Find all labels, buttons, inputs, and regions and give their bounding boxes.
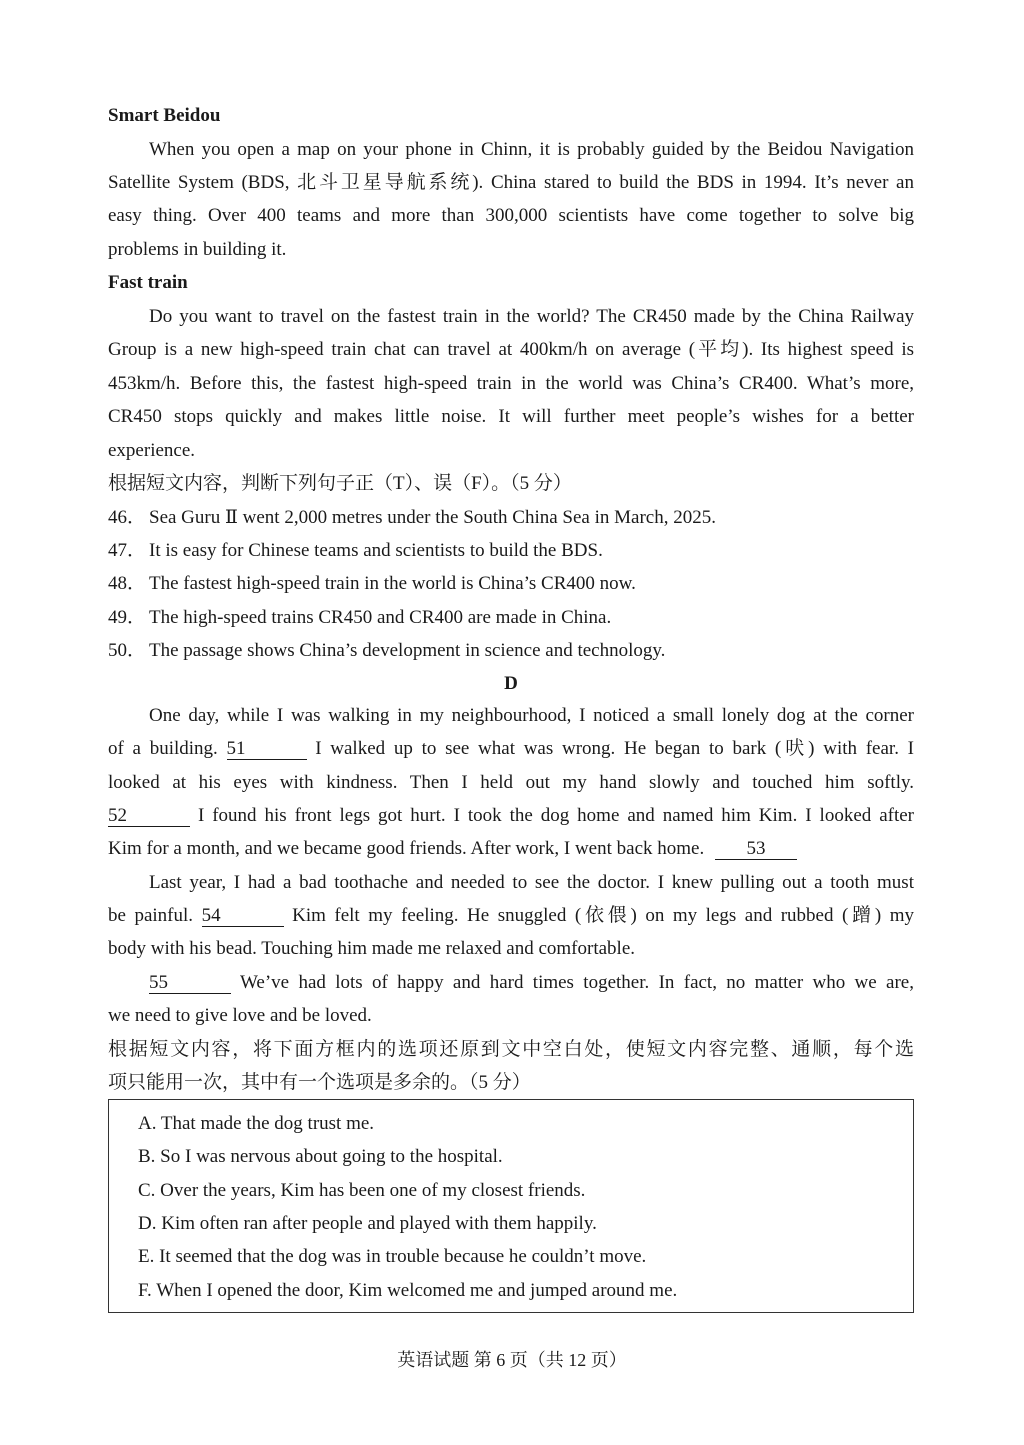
paragraph-line: 453km/h. Before this, the fastest high-speed train in the world was China’s CR400. What’s more, bbox=[108, 373, 914, 394]
paragraph-line bbox=[108, 904, 914, 928]
text-run: Kim felt my feeling. He snuggled (依偎) on my legs and rubbed (蹭) my bbox=[292, 905, 915, 926]
paragraph-line: we need to give love and be loved. bbox=[108, 1005, 372, 1026]
question-item bbox=[108, 606, 914, 630]
option-d: D. Kim often ran after people and played with them happily. bbox=[138, 1213, 597, 1234]
text-run: We’ve had lots of happy and hard times together. In fact, no matter who we are, bbox=[240, 972, 914, 993]
question-number: 47． bbox=[108, 540, 147, 561]
section-heading-d: D bbox=[504, 673, 518, 694]
question-text: The passage shows China’s development in science and technology. bbox=[149, 640, 666, 661]
blank-53[interactable]: 53 bbox=[715, 839, 797, 860]
text-run: of a building. bbox=[108, 738, 218, 759]
paragraph-line bbox=[108, 837, 914, 861]
question-number: 48． bbox=[108, 573, 147, 594]
paragraph-line: body with his bead. Touching him made me relaxed and comfortable. bbox=[108, 938, 636, 959]
blank-54[interactable]: 54 bbox=[202, 906, 284, 927]
paragraph-line: Satellite System (BDS, 北斗卫星导航系统). China stared to build the BDS in 1994. It’s never an bbox=[108, 172, 914, 193]
option-c: C. Over the years, Kim has been one of my closest friends. bbox=[138, 1180, 586, 1201]
paragraph-line: easy thing. Over 400 teams and more than 300,000 scientists have come together to solve big bbox=[108, 205, 914, 226]
paragraph-line: looked at his eyes with kindness. Then I held out my hand slowly and touched him softly. bbox=[108, 772, 914, 793]
question-item bbox=[108, 506, 914, 530]
page-footer: 英语试题 第 6 页（共 12 页） bbox=[397, 1350, 627, 1370]
paragraph-line: Last year, I had a bad toothache and needed to see the doctor. I knew pulling out a tooth must bbox=[149, 872, 914, 893]
option-a: A. That made the dog trust me. bbox=[138, 1113, 375, 1134]
paragraph-line: experience. bbox=[108, 440, 196, 461]
paragraph-line: Group is a new high-speed train chat can travel at 400km/h on average (平均). Its highest speed is bbox=[108, 339, 914, 360]
paragraph-line: When you open a map on your phone in Chinn, it is probably guided by the Beidou Navigation bbox=[149, 139, 914, 160]
paragraph-line: One day, while I was walking in my neighbourhood, I noticed a small lonely dog at the corner bbox=[149, 705, 914, 726]
question-number: 46． bbox=[108, 507, 147, 528]
tf-instruction: 根据短文内容，判断下列句子正（T）、误（F）。（5 分） bbox=[108, 473, 572, 494]
text-run: I found his front legs got hurt. I took the dog home and named him Kim. I looked after bbox=[197, 805, 914, 826]
question-item bbox=[108, 539, 914, 563]
question-item bbox=[108, 639, 914, 663]
text-run: Kim for a month, and we became good friends. After work, I went back home. bbox=[108, 838, 705, 859]
question-text: The fastest high-speed train in the world is China’s CR400 now. bbox=[149, 573, 636, 594]
section-title-beidou: Smart Beidou bbox=[108, 105, 221, 126]
question-number: 50． bbox=[108, 640, 147, 661]
paragraph-line bbox=[108, 737, 914, 761]
d-instruction-line: 根据短文内容，将下面方框内的选项还原到文中空白处，使短文内容完整、通顺，每个选 bbox=[108, 1039, 914, 1060]
paragraph-line: problems in building it. bbox=[108, 239, 287, 260]
section-title-train: Fast train bbox=[108, 272, 188, 293]
question-item bbox=[108, 572, 914, 596]
paragraph-line: Do you want to travel on the fastest train in the world? The CR450 made by the China Railway bbox=[149, 306, 914, 327]
d-instruction-line: 项只能用一次，其中有一个选项是多余的。（5 分） bbox=[108, 1072, 531, 1093]
paragraph-line bbox=[108, 804, 914, 828]
option-e: E. It seemed that the dog was in trouble because he couldn’t move. bbox=[138, 1246, 647, 1267]
option-f: F. When I opened the door, Kim welcomed me and jumped around me. bbox=[138, 1280, 678, 1301]
question-number: 49． bbox=[108, 607, 147, 628]
blank-52[interactable]: 52 bbox=[108, 806, 190, 827]
text-run: be painful. bbox=[108, 905, 194, 926]
paragraph-line: CR450 stops quickly and makes little noise. It will further meet people’s wishes for a better bbox=[108, 406, 914, 427]
blank-51[interactable]: 51 bbox=[227, 739, 307, 760]
text-run: I walked up to see what was wrong. He began to bark (吠) with fear. I bbox=[315, 738, 914, 759]
question-text: Sea Guru Ⅱ went 2,000 metres under the South China Sea in March, 2025. bbox=[149, 507, 716, 528]
paragraph-line bbox=[149, 971, 914, 995]
option-b: B. So I was nervous about going to the hospital. bbox=[138, 1146, 503, 1167]
blank-55[interactable]: 55 bbox=[149, 973, 231, 994]
question-text: The high-speed trains CR450 and CR400 are made in China. bbox=[149, 607, 612, 628]
question-text: It is easy for Chinese teams and scientists to build the BDS. bbox=[149, 540, 603, 561]
